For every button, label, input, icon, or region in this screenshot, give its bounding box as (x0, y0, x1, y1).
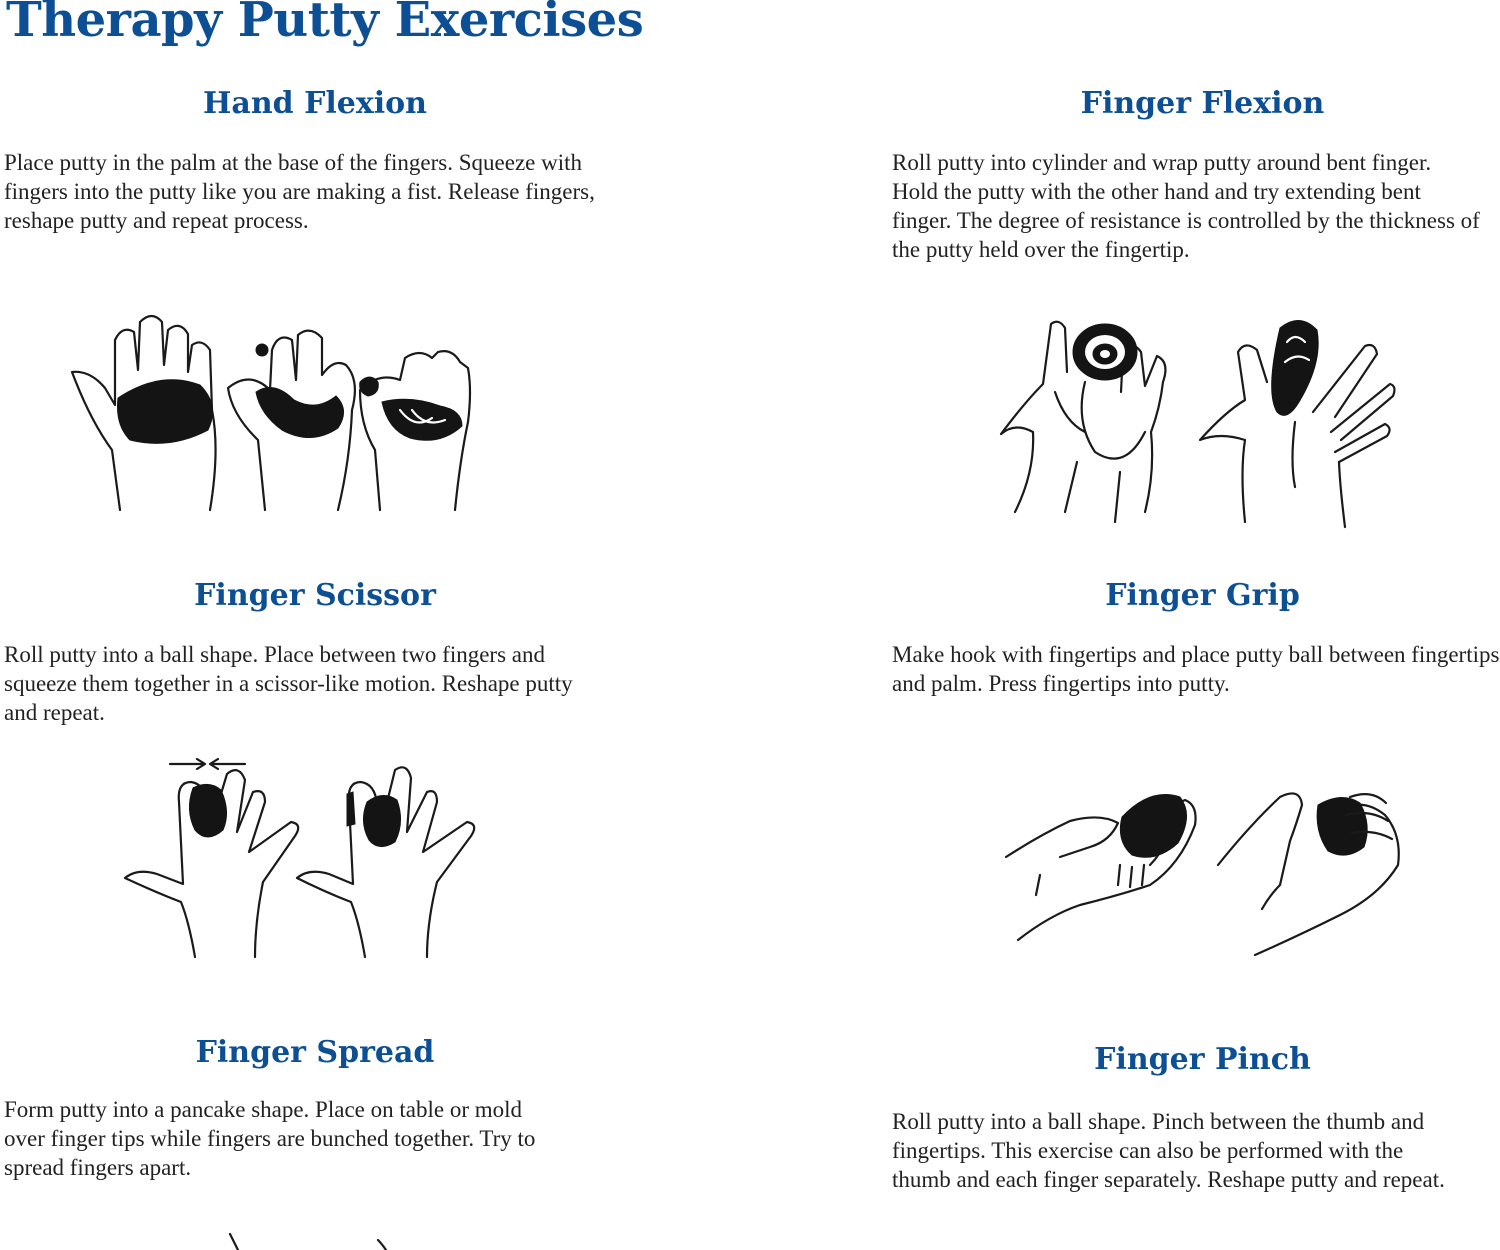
heading-finger-scissor: Finger Scissor (194, 578, 436, 613)
text-finger-grip: Make hook with fingertips and place putty ball between fingertips and palm. Press fingertips into putty. (892, 642, 1500, 696)
finger-spread-illustration (220, 1232, 400, 1250)
finger-grip-illustration (1000, 785, 1405, 960)
text-finger-pinch: Roll putty into a ball shape. Pinch between the thumb and fingertips. This exercise can also be performed with the thumb and each finger separately. Reshape putty and repeat. (892, 1109, 1445, 1192)
finger-scissor-illustration (115, 752, 495, 967)
heading-hand-flexion: Hand Flexion (203, 86, 427, 121)
hand-flexion-illustration (60, 310, 490, 520)
heading-finger-grip: Finger Grip (1105, 578, 1300, 613)
finger-flexion-illustration (995, 312, 1405, 532)
text-finger-flexion: Roll putty into cylinder and wrap putty around bent finger. Hold the putty with the other hand and try extending bent finger. The degree of resistance is controlled by the thickness of the putty held over the fingertip. (892, 150, 1480, 262)
heading-finger-pinch: Finger Pinch (1094, 1042, 1311, 1077)
text-hand-flexion: Place putty in the palm at the base of the fingers. Squeeze with fingers into the putty like you are making a fist. Release fingers, reshape putty and repeat process. (4, 150, 595, 233)
text-finger-spread: Form putty into a pancake shape. Place on table or mold over finger tips while fingers are bunched together. Try to spread fingers apart. (4, 1097, 536, 1180)
heading-finger-flexion: Finger Flexion (1080, 86, 1325, 121)
page-title: Therapy Putty Exercises (6, 0, 644, 48)
text-finger-scissor: Roll putty into a ball shape. Place between two fingers and squeeze them together in a scissor-like motion. Reshape putty and repeat. (4, 642, 573, 725)
heading-finger-spread: Finger Spread (195, 1035, 435, 1070)
